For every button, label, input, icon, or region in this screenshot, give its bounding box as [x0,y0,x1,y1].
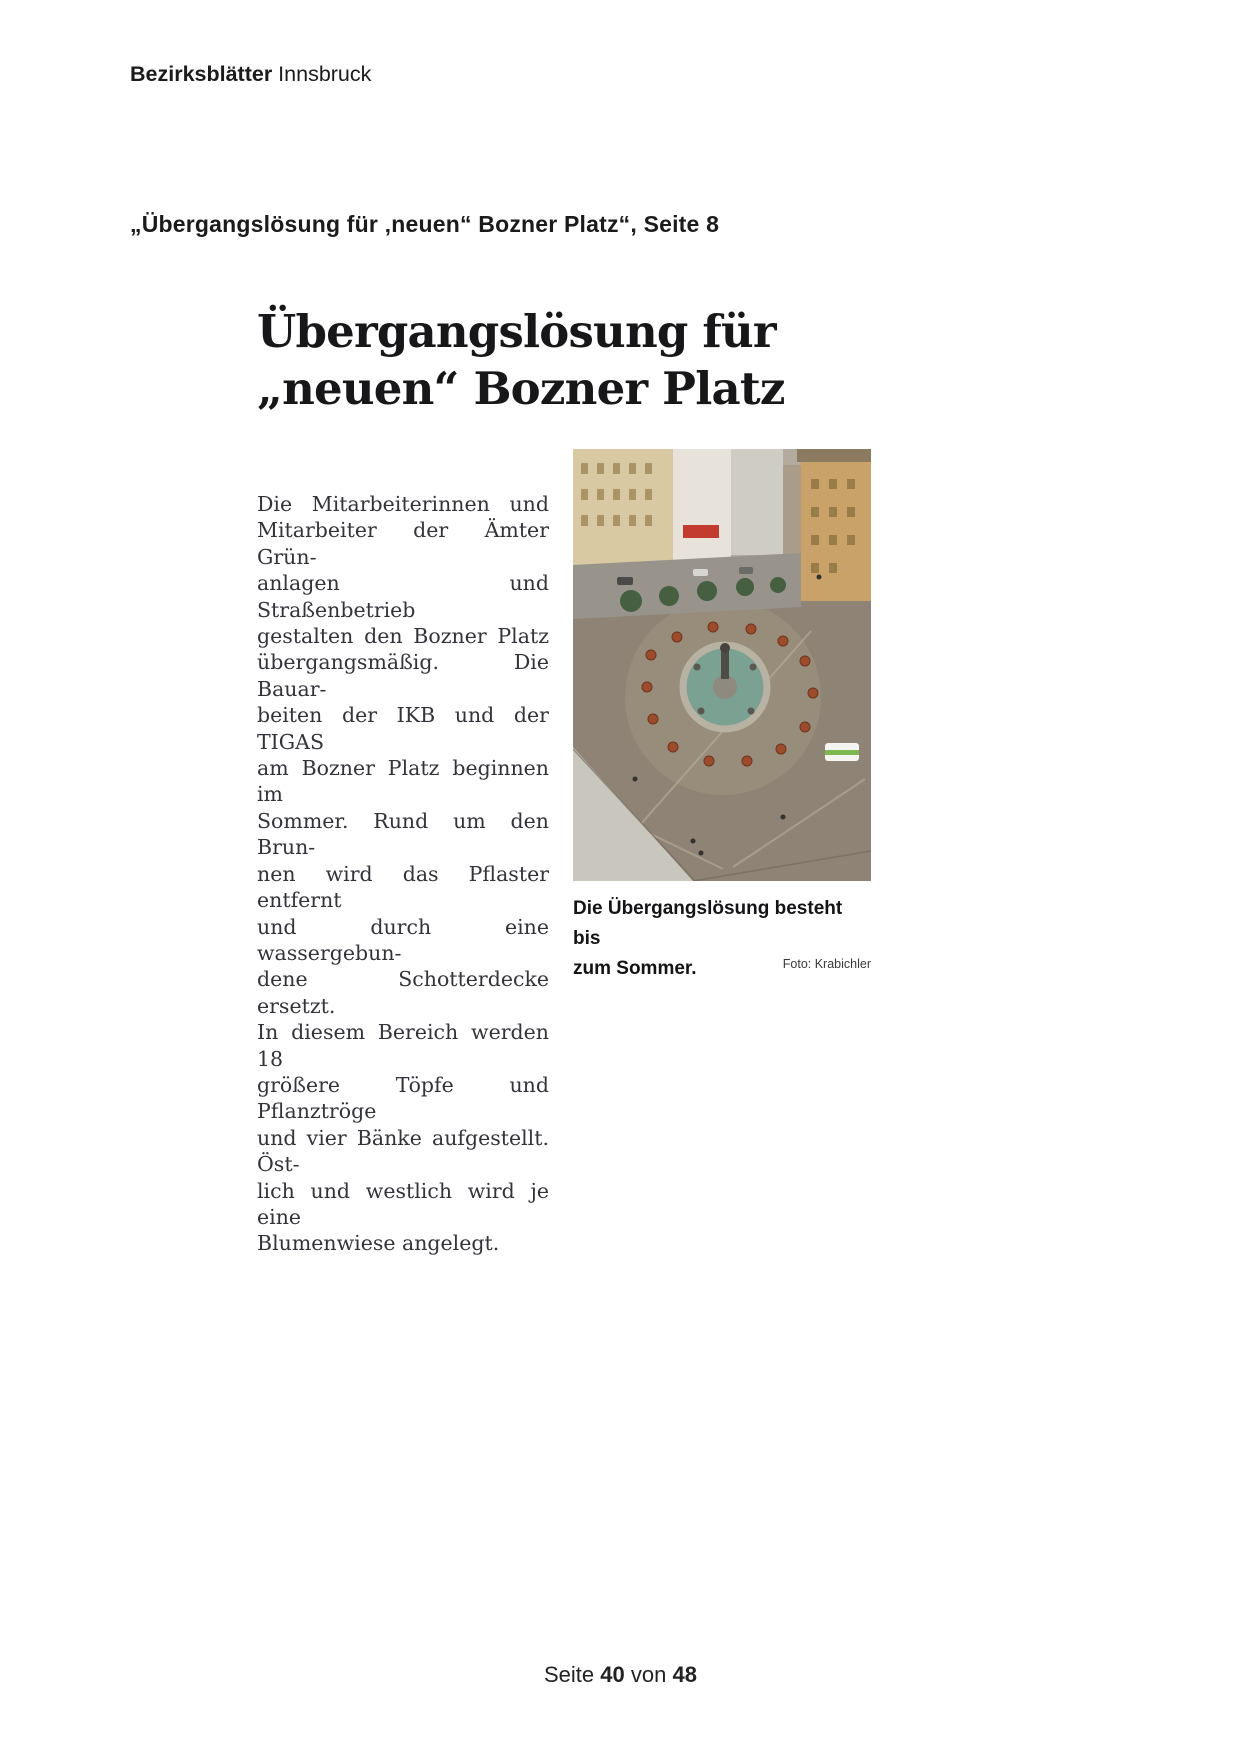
publication-name: Bezirksblätter [130,62,273,86]
caption-text: Die Übergangslösung besteht bis zum Sommer. [573,898,843,979]
footer-of-label: von [630,1662,667,1687]
footer-page-current: 40 [600,1662,625,1687]
fountain [683,643,767,729]
headline-line-2: „neuen“ Bozner Platz [257,362,785,415]
photo-caption [573,894,871,984]
corner-building [801,449,871,601]
red-shop-sign [683,525,719,538]
article-clipping [257,303,875,1256]
article-headline [257,303,875,417]
review-title: „Übergangslösung für ‚neuen“ Bozner Platz“, Seite 8 [130,211,720,237]
service-van [825,743,859,761]
photo-column [573,449,871,984]
article-body: Die Mitarbeiterinnen und Mitarbeiter der Ämter Grün- anlagen und Straßenbetrieb gestalten den Bozner Platz übergangsmäßig. Die Bauar- beiten der IKB und der TIGAS am Bozner Platz beginnen im Sommer. Rund um den Brun- nen wird das Pflaster entfernt und durch eine wassergebun- dene Schotterdecke ersetzt. In diesem Bereich werden 18 größere Töpfe und Pflanztröge und vier Bänke aufgestellt. Öst- lich und westlich wird je eine Blumenwiese angelegt. [257,492,549,1256]
headline-line-1: Übergangslösung für [257,305,776,358]
footer-page-total: 48 [672,1662,697,1687]
article-photo [573,449,871,881]
publication-header [130,62,371,87]
page-footer [0,1662,1241,1688]
publication-edition: Innsbruck [272,62,372,86]
photo-credit: Foto: Krabichler [782,957,871,971]
footer-page-label: Seite [544,1662,595,1687]
